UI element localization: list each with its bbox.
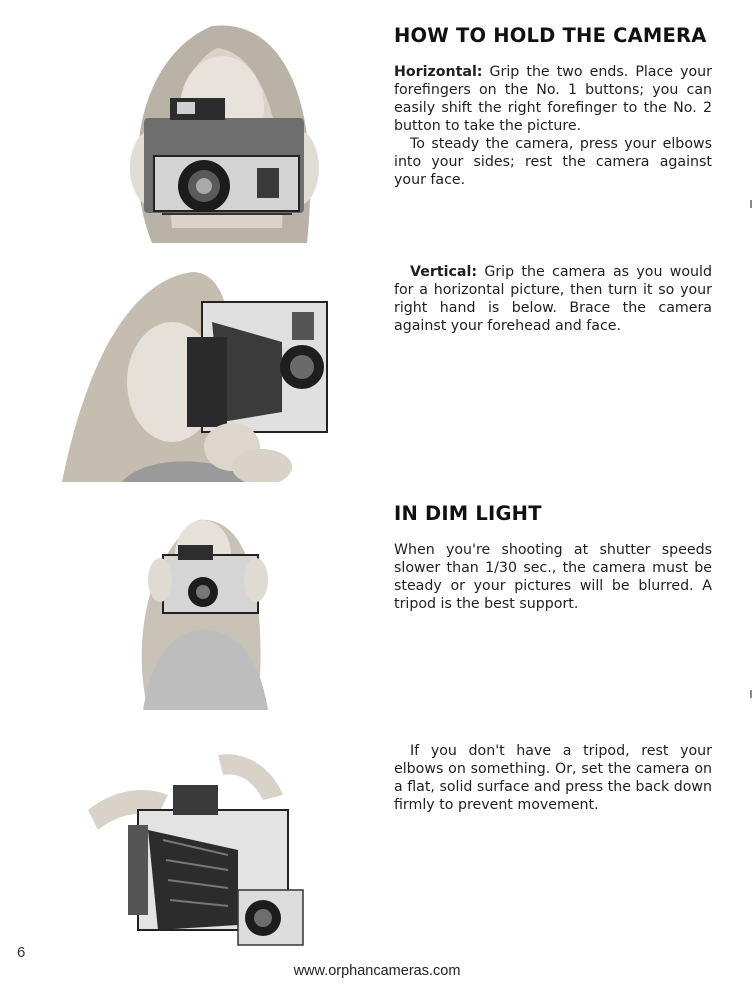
scan-edge-mark (750, 200, 752, 208)
heading-dim-light: IN DIM LIGHT (394, 502, 542, 525)
paragraph-horizontal (394, 63, 712, 135)
paragraph-vertical (394, 263, 712, 335)
paragraph-steady: To steady the camera, press your elbows into your sides; rest the camera against your face. (394, 136, 712, 188)
text-vertical: Grip the camera as you would for a horizontal picture, then turn it so your right hand is below. Brace the camera against your forehead and face. (394, 264, 712, 334)
section-vertical (394, 263, 712, 335)
scan-edge-mark (750, 690, 752, 698)
page-number: 6 (17, 944, 26, 961)
text-horizontal: Grip the two ends. Place your forefingers on the No. 1 buttons; you can easily shift the right forefinger to the No. 2 button to take the picture. (394, 64, 712, 134)
footer-url: www.orphancameras.com (293, 963, 461, 979)
paragraph-no-tripod: If you don't have a tripod, rest your elbows on something. Or, set the camera on a flat, solid surface and press the back down firmly to prevent movement. (394, 743, 712, 813)
section-how-to-hold (394, 24, 712, 189)
photo-dim-light (118, 500, 288, 710)
paragraph-dim-light: When you're shooting at shutter speeds slower than 1/30 sec., the camera must be steady or your pictures will be blurred. A tripod is the best support. (394, 542, 712, 612)
section-dim-light (394, 502, 712, 613)
label-vertical: Vertical: (410, 264, 477, 280)
photo-vertical-hold (62, 262, 337, 482)
heading-how-to-hold: HOW TO HOLD THE CAMERA (394, 24, 707, 47)
photo-surface-press (88, 740, 313, 955)
label-horizontal: Horizontal: (394, 64, 483, 80)
photo-horizontal-hold (82, 18, 342, 243)
section-no-tripod (394, 742, 712, 814)
